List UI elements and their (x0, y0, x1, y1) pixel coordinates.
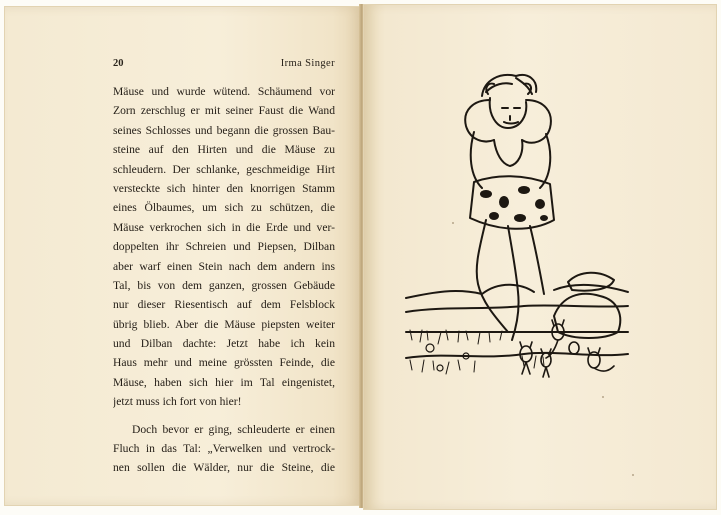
running-head (113, 58, 335, 72)
text-line: Mäuse und wurde wütend. Schäumend vor (113, 85, 335, 98)
text-line: Doch bevor er ging, schleuderte er einen (132, 422, 335, 436)
text-line: Zorn zerschlug er mit seiner Faust die Wand (113, 104, 335, 118)
giant-illustration (404, 70, 630, 388)
text-line: nen sollen die Wälder, nur die Steine, die (113, 461, 335, 475)
text-line: versteckte sich hinter den knorrigen Stamm (113, 181, 335, 195)
text-line: Mäuse, haben sich hier im Tal eingenistet, (113, 375, 335, 389)
author-name: Irma Singer (280, 58, 335, 69)
paragraph-2 (113, 420, 335, 478)
text-line: Haus mehr und meine grössten Feinde, die (113, 356, 335, 370)
paper-speck (632, 474, 634, 476)
text-line: Mäuse verkrochen sich in die Erde und ver- (113, 220, 335, 234)
text-line: aber warf einen Stein nach dem andern ins (113, 259, 335, 273)
text-line: jetzt muss ich fort von hier! (113, 395, 242, 409)
text-line: seines Schlosses und begann die grossen Bau- (113, 123, 335, 137)
page-number: 20 (113, 58, 124, 69)
text-line: Tal, bis von dem ganzen, grossen Gebäude (113, 278, 335, 292)
text-line: Fluch in das Tal: „Verwelken und vertrock- (113, 442, 335, 456)
paragraph-1 (113, 82, 335, 412)
text-line: doppelten ihr Schreien und Piepsen, Dilban (113, 240, 335, 254)
body-text (113, 82, 335, 478)
paragraph-gap (113, 412, 335, 420)
text-line: und Dilban dachte: Jetzt habe ich kein (113, 337, 335, 351)
text-line: eines Ölbaumes, um sich zu schützen, die (113, 201, 335, 215)
paper-speck (452, 222, 454, 224)
paper-speck (602, 396, 604, 398)
text-line: schleudern. Der schlanke, geschmeidige Hirt (113, 162, 335, 176)
text-line: steine auf den Hirten und die Mäuse zu (113, 143, 335, 157)
text-line: nur dieser Riesentisch auf dem Felsblock (113, 298, 335, 312)
text-line: übrig blieb. Aber die Mäuse piepsten weiter (113, 317, 335, 331)
